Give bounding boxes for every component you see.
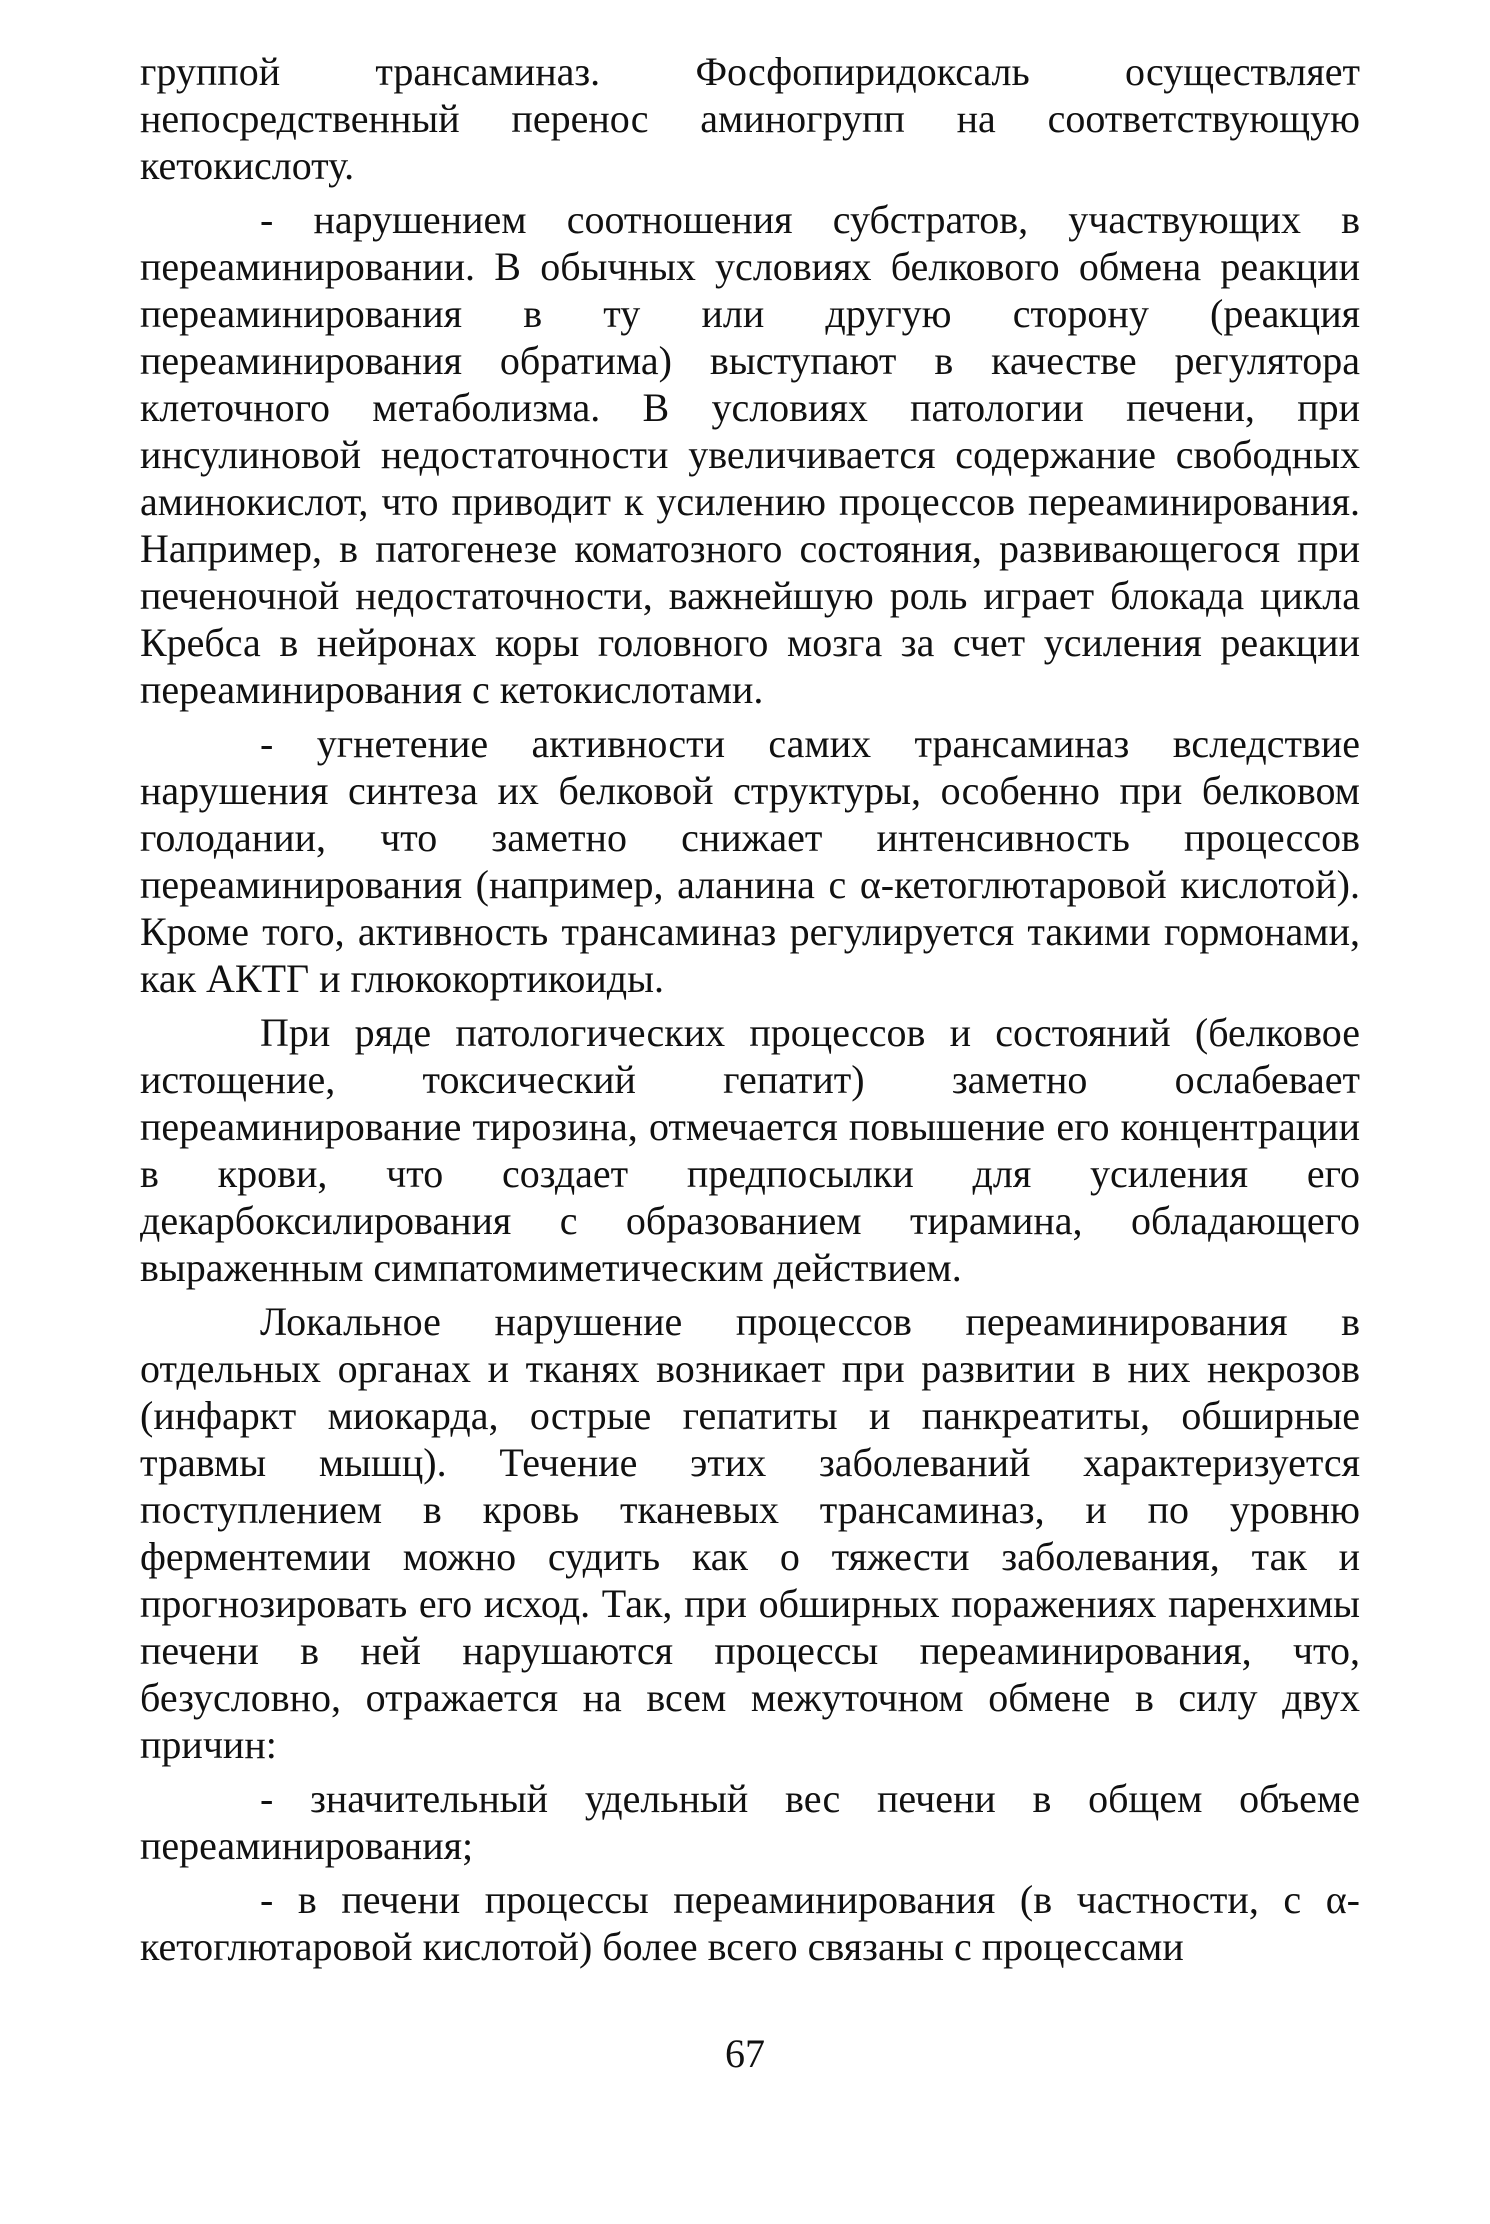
paragraph-3: - угнетение активности самих трансаминаз вследствие нарушения синтеза их белковой структуры, особенно при белковом голодании, что заметно снижает интенсивность процессов переаминирования (например, аланина с α-кетоглютаровой кислотой). Кроме того, активность трансаминаз регулируется такими гормонами, как АКТГ и глюкокортикоиды. — [140, 721, 1360, 1001]
paragraph-6: - значительный удельный вес печени в общем объеме переаминирования; — [140, 1776, 1360, 1868]
paragraph-5: Локальное нарушение процессов переаминирования в отдельных органах и тканях возникает при развитии в них некрозов (инфаркт миокарда, острые гепатиты и панкреатиты, обширные травмы мышц). Течение этих заболеваний характеризуется поступлением в кровь тканевых трансаминаз, и по уровню ферментемии можно судить как о тяжести заболевания, так и прогнозировать его исход. Так, при обширных поражениях паренхимы печени в ней нарушаются процессы переаминирования, что, безусловно, отражается на всем межуточном обмене в силу двух причин: — [140, 1299, 1360, 1767]
paragraph-2: - нарушением соотношения субстратов, участвующих в переаминировании. В обычных условиях белкового обмена реакции переаминирования в ту или другую сторону (реакция переаминирования обратима) выступают в качестве регулятора клеточного метаболизма. В условиях патологии печени, при инсулиновой недостаточности увеличивается содержание свободных аминокислот, что приводит к усилению процессов переаминирования. Например, в патогенезе коматозного состояния, развивающегося при печеночной недостаточности, важнейшую роль играет блокада цикла Кребса в нейронах коры головного мозга за счет усиления реакции переаминирования с кетокислотами. — [140, 197, 1360, 712]
paragraph-4: При ряде патологических процессов и состояний (белковое истощение, токсический гепатит) заметно ослабевает переаминирование тирозина, отмечается повышение его концентрации в крови, что создает предпосылки для усиления его декарбоксилирования с образованием тирамина, обладающего выраженным симпатомиметическим действием. — [140, 1010, 1360, 1290]
page-number: 67 — [725, 2031, 765, 2076]
paragraph-7: - в печени процессы переаминирования (в частности, с α-кетоглютаровой кислотой) более всего связаны с процессами — [140, 1877, 1360, 1969]
page-body — [140, 48, 1360, 1977]
paragraph-1: группой трансаминаз. Фосфопиридоксаль осуществляет непосредственный перенос аминогрупп на соответствующую кетокислоту. — [140, 49, 1360, 188]
